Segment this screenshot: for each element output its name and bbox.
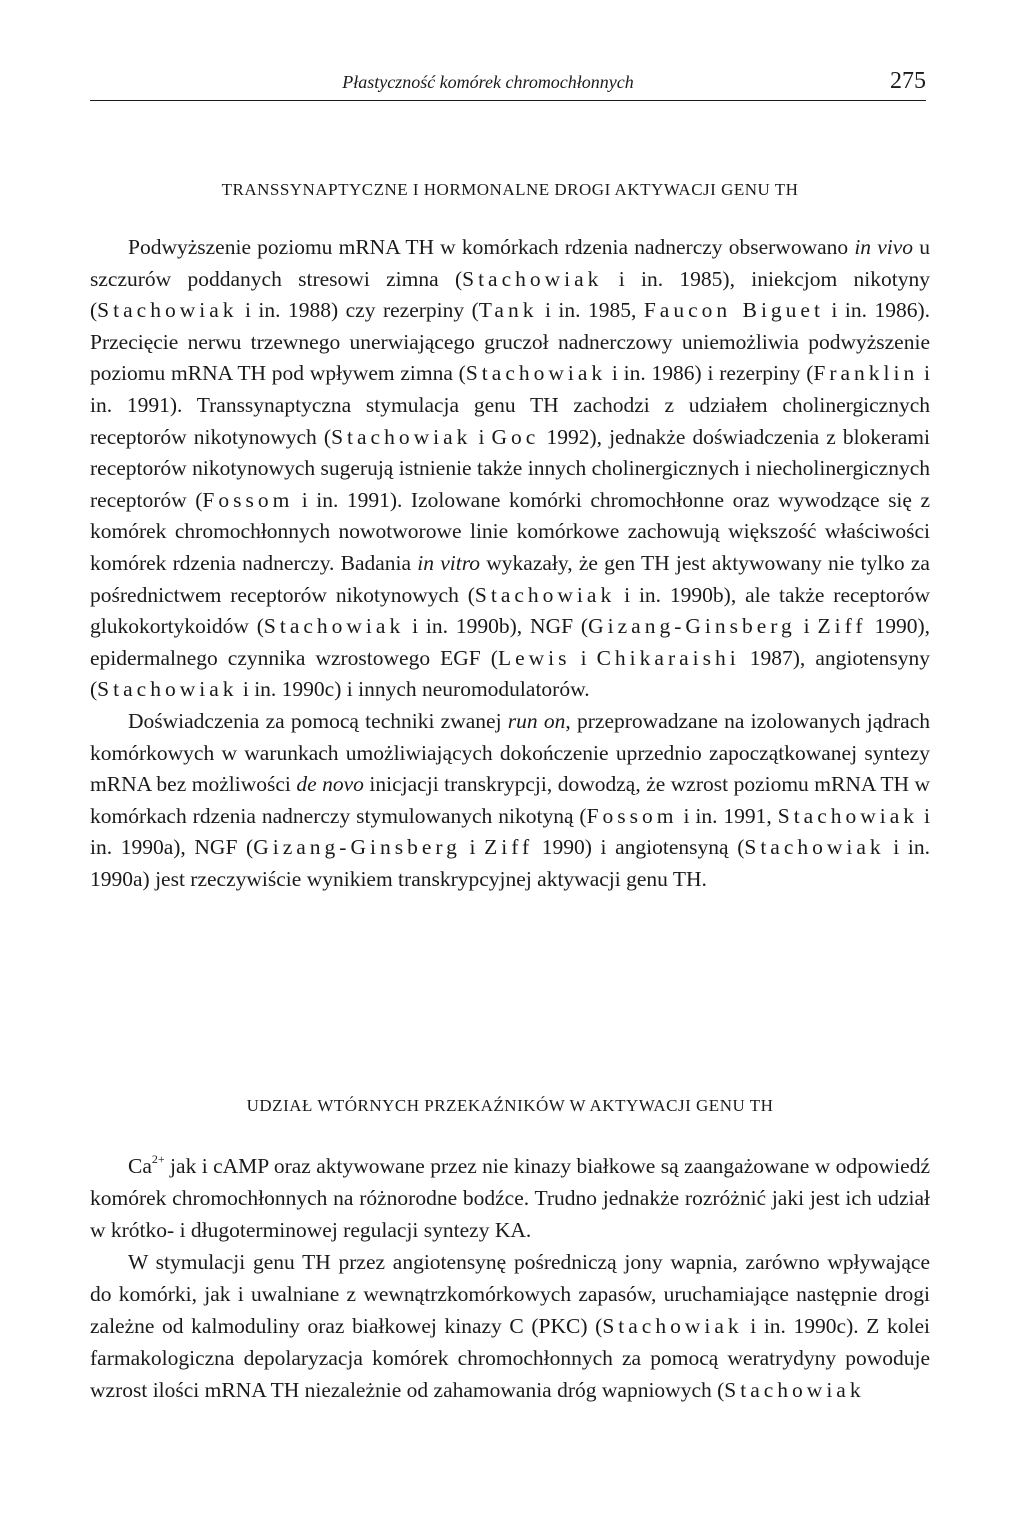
page-header xyxy=(90,70,926,101)
paragraph-3: $Ca^{2+}$ jak i cAMP oraz aktywowane przez nie kinazy białkowe są zaangażowane w odpowiedź komórek chromochłonnych na różnorodne bodźce. Trudno jednakże rozróżnić jaki jest ich udział w krótko- i długoterminowej regulacji syntezy KA. xyxy=(90,1152,930,1242)
paragraph-2: Doświadczenia za pomocą techniki zwanej run on, przeprowadzane na izolowanych jądrach komórkowych w warunkach umożliwiających dokończenie uprzednio zapoczątkowanej syntezy mRNA bez możliwości de novo inicjacji transkrypcji, dowodzą, że wzrost poziomu mRNA TH w komórkach rdzenia nadnerczy stymulowanych nikotyną (Fossom i in. 1991, Stachowiak i in. 1990a), NGF (Gizang-Ginsberg i Ziff 1990) i angiotensyną (Stachowiak i in. 1990a) jest rzeczywiście wynikiem transkrypcyjnej aktywacji genu TH. xyxy=(90,708,931,891)
page-number: 275 xyxy=(890,68,926,94)
paragraph-4: W stymulacji genu TH przez angiotensynę pośredniczą jony wapnia, zarówno wpływające do komórki, jak i uwalniane z wewnątrzkomórkowych zapasów, uruchamiające następnie drogi zależne od kalmoduliny oraz białkowej kinazy C (PKC) (Stachowiak i in. 1990c). Z kolei farmakologiczna depolaryzacja komórek chromochłonnych za pomocą weratrydyny powoduje wzrost ilości mRNA TH niezależnie od zahamowania dróg wapniowych (Stachowiak xyxy=(90,1250,930,1402)
section-body-2 xyxy=(90,1150,930,1406)
section-heading-1: TRANSSYNAPTYCZNE I HORMONALNE DROGI AKTYWACJI GENU TH xyxy=(221,180,799,199)
paragraph-1: Podwyższenie poziomu mRNA TH w komórkach rdzenia nadnerczy obserwowano in vivo u szczurów poddanych stresowi zimna (Stachowiak i in. 1985), iniekcjom nikotyny (Stachowiak i in. 1988) czy rezerpiny (Tank i in. 1985, Faucon Biguet i in. 1986). Przecięcie nerwu trzewnego unerwiającego gruczoł nadnerczowy uniemożliwia podwyższenie poziomu mRNA TH pod wpływem zimna (Stachowiak i in. 1986) i rezerpiny (Franklin i in. 1991). Transsynaptyczna stymulacja genu TH zachodzi z udziałem cholinergicznych receptorów nikotynowych (Stachowiak i Goc 1992), jednakże doświadczenia z blokerami receptorów nikotynowych sugerują istnienie także innych cholinergicznych i niecholinergicznych receptorów (Fossom i in. 1991). Izolowane komórki chromochłonne oraz wywodzące się z komórek chromochłonnych nowotworowe linie komórkowe zachowują większość właściwości komórek rdzenia nadnerczy. Badania in vitro wykazały, że gen TH jest aktywowany nie tylko za pośrednictwem receptorów nikotynowych (Stachowiak i in. 1990b), ale także receptorów glukokortykoidów (Stachowiak i in. 1990b), NGF (Gizang-Ginsberg i Ziff 1990), epidermalnego czynnika wzrostowego EGF (Lewis i Chikaraishi 1987), angiotensyny (Stachowiak i in. 1990c) i innych neuromodulatorów. xyxy=(90,235,931,702)
section-heading-2: UDZIAŁ WTÓRNYCH PRZEKAŹNIKÓW W AKTYWACJI GENU TH xyxy=(246,1096,774,1115)
section-body-1 xyxy=(90,232,930,895)
running-title: Płastyczność komórek chromochłonnych xyxy=(342,72,634,92)
